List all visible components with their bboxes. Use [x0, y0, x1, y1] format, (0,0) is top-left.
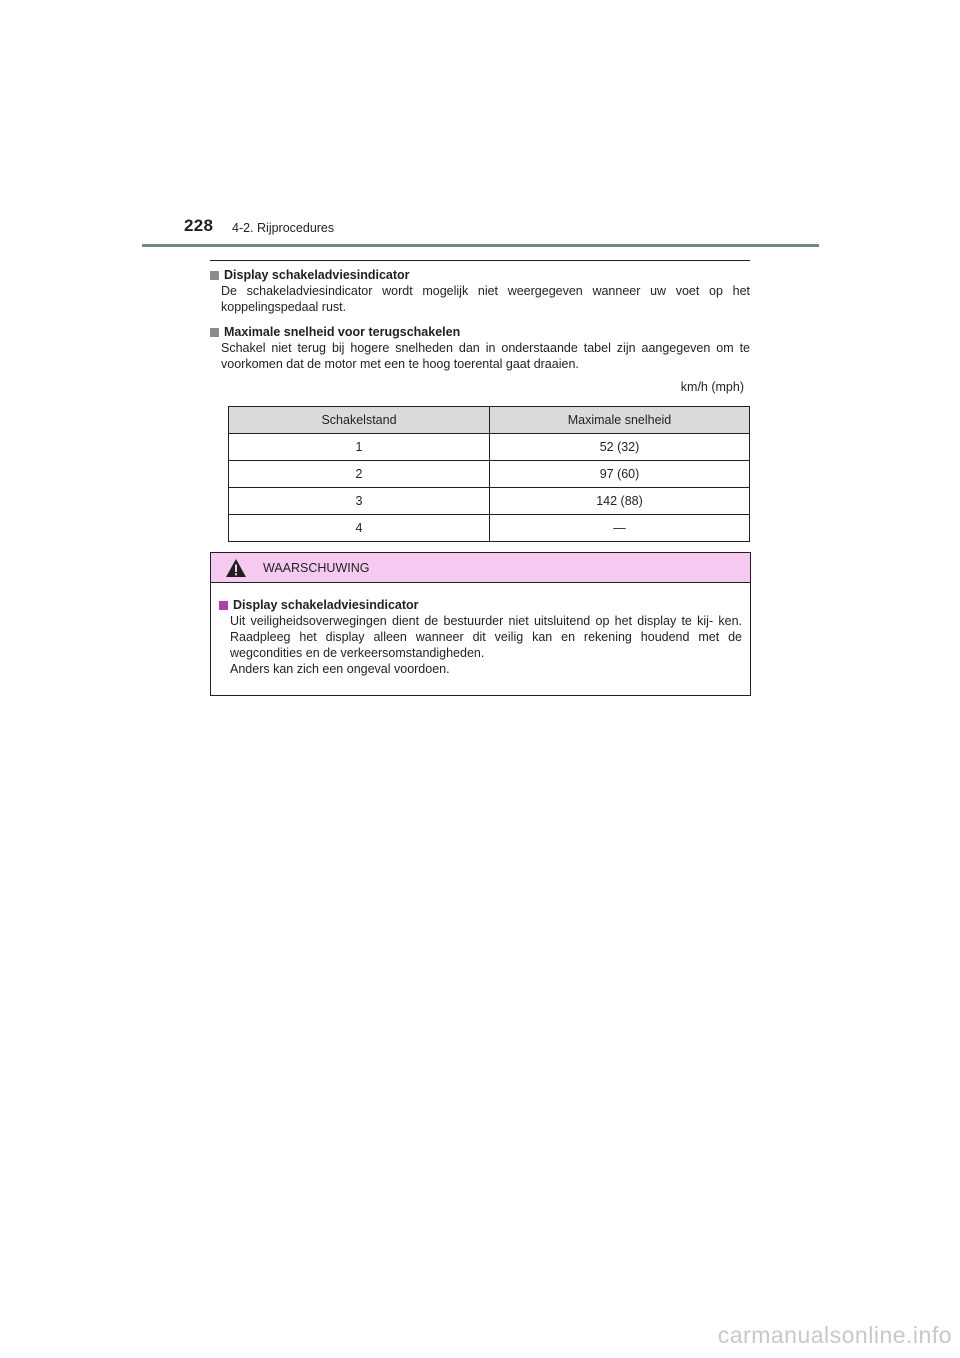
- warning-triangle-icon: [225, 558, 247, 578]
- warning-body: [211, 583, 750, 677]
- warning-title: WAARSCHUWING: [263, 560, 370, 575]
- display-indicator-heading-text: Display schakeladviesindicator: [224, 268, 410, 282]
- warning-text: Uit veiligheidsoverwegingen dient de bestuurder niet uitsluitend op het display te kij- ken. Raadpleeg het display alleen wanneer dit veilig kan en rekening houdend met de wegcondities en de verkeersomstandigheden.: [230, 614, 742, 660]
- square-bullet-icon: [219, 601, 228, 610]
- section-title: 4-2. Rijprocedures: [232, 221, 335, 235]
- downshift-heading-text: Maximale snelheid voor terugschakelen: [224, 325, 461, 339]
- table-row: [229, 488, 750, 515]
- content-top-rule: [210, 260, 750, 261]
- speed-cell: 52 (32): [490, 434, 750, 461]
- speed-table: [228, 406, 750, 542]
- table-row: [229, 434, 750, 461]
- display-indicator-section: [210, 267, 750, 315]
- speed-cell: —: [490, 515, 750, 542]
- table-row: [229, 461, 750, 488]
- downshift-heading: [210, 324, 750, 340]
- speed-cell: 97 (60): [490, 461, 750, 488]
- page-number: 228: [184, 216, 214, 235]
- table-header-cell: Maximale snelheid: [490, 407, 750, 434]
- gear-cell: 2: [229, 461, 490, 488]
- table-header-row: [229, 407, 750, 434]
- square-bullet-icon: [210, 271, 219, 280]
- watermark: carmanualsonline.info: [717, 1322, 952, 1348]
- warning-heading-text: Display schakeladviesindicator: [233, 598, 419, 612]
- downshift-text: Schakel niet terug bij hogere snelheden dan in onderstaande tabel zijn aangegeven om te voorkomen dat de motor met een te hoog toerental gaat draaien.: [221, 341, 750, 371]
- warning-header: [211, 553, 750, 583]
- gear-cell: 3: [229, 488, 490, 515]
- warning-heading: [219, 597, 742, 613]
- table-header-cell: Schakelstand: [229, 407, 490, 434]
- warning-text-2: Anders kan zich een ongeval voordoen.: [230, 662, 450, 676]
- warning-box: [210, 552, 751, 696]
- display-indicator-text: De schakeladviesindicator wordt mogelijk niet weergegeven wanneer uw voet op het koppelingspedaal rust.: [221, 284, 750, 314]
- table-row: [229, 515, 750, 542]
- header-rule: [142, 244, 819, 247]
- display-indicator-heading: [210, 267, 750, 283]
- unit-note: km/h (mph): [680, 380, 744, 394]
- gear-cell: 4: [229, 515, 490, 542]
- gear-cell: 1: [229, 434, 490, 461]
- square-bullet-icon: [210, 328, 219, 337]
- speed-cell: 142 (88): [490, 488, 750, 515]
- downshift-section: [210, 324, 750, 372]
